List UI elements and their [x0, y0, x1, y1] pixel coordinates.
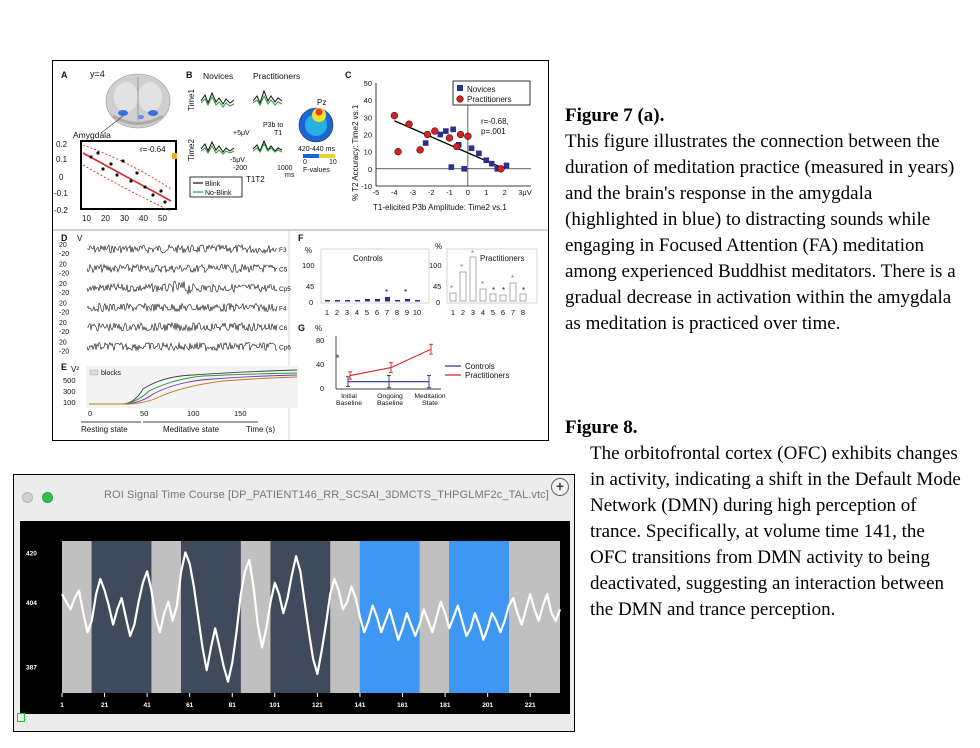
g-category-label: Initial: [341, 393, 357, 400]
roi-xtick: 121: [311, 702, 323, 709]
practitioner-point: [391, 112, 398, 119]
c-xlabel: T1-elicited P3b Amplitude: Time2 vs.1: [373, 203, 507, 212]
amygdala-label: Amygdala: [73, 130, 111, 140]
roi-xtick: 81: [228, 702, 236, 709]
practitioner-point: [417, 147, 424, 154]
roi-xtick: 221: [524, 702, 536, 709]
e-unit: V²: [71, 365, 79, 374]
b-scale-ten: 10: [329, 159, 337, 166]
f-controls-xtick: 3: [344, 308, 350, 317]
c-r-label: r=-0.68,: [481, 117, 509, 126]
d-channel-label: Cp6: [279, 344, 291, 352]
f-practitioners-star: *: [511, 274, 515, 283]
c-xtick: -1: [446, 188, 453, 197]
c-ytick: 10: [363, 147, 372, 157]
c-legend-practitioners: Practitioners: [467, 95, 512, 104]
g-ytick: 40: [316, 360, 325, 369]
roi-xtick: 101: [269, 702, 281, 709]
f-ytick-left: 45: [306, 282, 315, 291]
amygdala-point: [121, 159, 124, 162]
c-ytick: 0: [367, 164, 372, 174]
panel-label-a: A: [61, 70, 68, 80]
b-group-novices: Novices: [203, 71, 234, 81]
window-zoom-button[interactable]: [42, 492, 53, 503]
novice-point: [443, 128, 449, 134]
panel-b: [186, 70, 337, 197]
f-controls-star: *: [404, 288, 408, 297]
e-meditative-label: Meditative state: [163, 425, 220, 434]
d-tick: -20: [59, 309, 70, 317]
f-practitioners-xtick: 2: [460, 308, 466, 317]
d-channel-label: C5: [279, 266, 288, 274]
b-group-practitioners: Practitioners: [253, 71, 301, 81]
g-category-label: Baseline: [376, 400, 404, 407]
c-xtick: 2: [502, 188, 507, 197]
f-controls-xtick: 2: [334, 308, 340, 317]
b-electrode-label: Pz: [317, 98, 327, 107]
f-ytick-right: 0: [436, 298, 441, 307]
a-ytick: 0.1: [56, 155, 68, 164]
condition-block: [420, 541, 450, 693]
b-neg-scale: -5μV: [230, 157, 245, 164]
b-scale-zero: 0: [303, 159, 307, 166]
g-category-label: State: [422, 400, 438, 407]
fvalue-colorbar-high: [319, 154, 335, 158]
novice-point: [438, 132, 444, 138]
c-ytick: 40: [363, 96, 372, 106]
panel-label-e: E: [61, 362, 68, 372]
b-p3b-label: P3b to: [263, 122, 284, 129]
e-time-label: Time (s): [246, 425, 276, 434]
figure-8-caption-title: Figure 8.: [565, 417, 638, 438]
f-controls-xtick: 8: [394, 308, 400, 317]
roi-xtick: 161: [397, 702, 408, 709]
panel-f: [298, 233, 537, 317]
b-time-start: -200: [233, 165, 248, 172]
roi-xtick: 141: [354, 702, 366, 709]
f-practitioners-star: *: [502, 286, 506, 295]
f-controls-star: *: [385, 288, 389, 297]
roi-xtick: 61: [186, 702, 194, 709]
practitioner-point: [457, 131, 464, 138]
g-category-label: Baseline: [335, 400, 363, 407]
f-practitioners-xtick: 8: [520, 308, 526, 317]
b-legend-noblink: No-Blink: [205, 190, 232, 197]
f-controls-xtick: 10: [412, 308, 422, 317]
c-ytick: 50: [363, 79, 372, 88]
roi-ytick: 387: [26, 664, 37, 672]
e-legend-blocks: blocks: [101, 370, 121, 377]
c-xtick: -3: [409, 188, 417, 197]
panel-a: [54, 69, 177, 223]
f-controls-xtick: 9: [404, 308, 410, 317]
b-time-unit: ms: [285, 172, 295, 179]
f-controls-xtick: 6: [374, 308, 380, 317]
practitioner-point: [498, 165, 505, 172]
panel-label-c: C: [345, 70, 352, 80]
c-xunit: 3μV: [518, 188, 532, 197]
panel-e: [61, 362, 298, 434]
c-ytick: 20: [363, 130, 372, 140]
g-star: *: [336, 353, 340, 363]
d-unit: V: [77, 234, 83, 243]
eeg-trace: [87, 264, 277, 272]
a-xtick: 10: [82, 214, 91, 223]
figure-7-caption-body: This figure illustrates the connection between the duration of meditation practice (measured in years) and the brain's response in the amygdala (highlighted in blue) to distracting sounds while engaging in Focused Attention (FA) meditation among experienced Buddhist meditators. There is a gradual decrease in activation within the amygdala as meditation is practiced over time.: [565, 131, 956, 334]
a-xtick: 50: [158, 214, 167, 223]
g-legend-practitioners: Practitioners: [465, 371, 510, 380]
f-practitioners-xtick: 4: [480, 308, 486, 317]
g-ytick: 80: [316, 336, 325, 345]
f-controls-title: Controls: [353, 254, 383, 263]
amygdala-point: [151, 193, 154, 196]
practitioner-point: [464, 133, 471, 140]
d-tick: 20: [59, 300, 67, 308]
b-pos-scale: +5μV: [233, 130, 250, 137]
panel-c: [345, 70, 532, 212]
c-xtick: 0: [465, 188, 470, 197]
d-channel-label: F4: [279, 305, 287, 313]
f-practitioners-xticks: [451, 308, 525, 317]
c-legend-novices: Novices: [467, 85, 496, 94]
f-practitioners-star: *: [460, 263, 464, 272]
panel-label-d: D: [61, 233, 68, 243]
amygdala-point: [115, 173, 118, 176]
d-tick: -20: [59, 348, 70, 356]
d-tick: 20: [59, 261, 67, 269]
amygdala-point: [101, 167, 104, 170]
g-category-label: Meditation: [414, 393, 446, 400]
eeg-trace: [87, 323, 277, 331]
d-tick: 20: [59, 339, 67, 347]
amygdala-point: [89, 155, 92, 158]
d-tick: 20: [59, 242, 67, 249]
f-practitioners-xtick: 5: [490, 308, 496, 317]
condition-block: [92, 541, 152, 693]
e-resting-label: Resting state: [81, 425, 128, 434]
f-ytick-right: 100: [429, 261, 442, 270]
brain-slice-image: [101, 74, 170, 133]
a-xtick: 20: [101, 214, 110, 223]
g-category-labels: [336, 393, 446, 407]
d-channel-label: C6: [279, 325, 288, 332]
window-title: ROI Signal Time Course [DP_PATIENT146_RR_SCSAI_3DMCTS_THPGLMF2c_TAL.vtc]: [104, 489, 549, 501]
condition-block: [509, 541, 560, 693]
g-ytick: 0: [320, 384, 325, 393]
g-legend-controls: Controls: [465, 362, 495, 371]
eeg-traces: [59, 242, 291, 356]
b-window-label: 420-440 ms: [298, 146, 335, 153]
figure-7-caption: [565, 103, 965, 337]
practitioner-point: [406, 121, 413, 128]
eeg-trace: [87, 245, 277, 253]
amygdala-point: [159, 189, 162, 192]
slice-label: y=4: [90, 69, 105, 79]
roi-signal-plot: [20, 521, 570, 714]
e-xtick: 50: [140, 409, 149, 418]
amygdala-point: [143, 185, 146, 188]
f-practitioners-xtick: 7: [510, 308, 516, 317]
eeg-trace: [87, 281, 277, 294]
practitioner-point: [424, 131, 431, 138]
amygdala-point: [129, 179, 132, 182]
figure-8-caption-body: The orbitofrontal cortex (OFC) exhibits changes in activity, indicating a shift in the Default Mode Network (DMN) during high perception of trance. Specifically, at volume time 141, the OFC transitions from DMN activity to being deactivated, suggesting an interaction between the DMN and trance perception.: [590, 443, 961, 620]
c-ytick: 30: [363, 113, 372, 123]
eeg-trace: [87, 303, 277, 311]
orange-marker: [172, 153, 177, 159]
a-ytick: 0: [59, 173, 64, 182]
b-fvalues: F-values: [303, 167, 330, 174]
e-xtick: 100: [187, 409, 200, 418]
amygdala-point: [135, 171, 138, 174]
condition-block: [62, 541, 92, 693]
novice-point: [423, 140, 429, 146]
novice-point: [461, 166, 467, 172]
amygdala-point: [163, 200, 166, 203]
d-tick: -20: [59, 290, 70, 297]
a-xtick: 30: [120, 214, 129, 223]
f-practitioners-star: *: [492, 286, 496, 295]
c-xtick: -2: [427, 188, 435, 197]
e-xtick: 150: [234, 409, 247, 418]
window-titlebar[interactable]: [14, 475, 574, 515]
f-practitioners-xtick: 3: [470, 308, 476, 317]
f-practitioners-title: Practitioners: [480, 254, 525, 263]
e-xtick: 0: [88, 409, 93, 418]
f-ytick-left: 100: [302, 261, 315, 270]
f-controls-xtick: 5: [364, 308, 370, 317]
c-xtick: -5: [372, 188, 380, 197]
novice-point: [476, 151, 482, 157]
roi-ytick: 420: [26, 550, 37, 558]
g-percent: %: [315, 324, 323, 333]
b-legend-blink: Blink: [205, 181, 221, 188]
practitioner-point: [446, 135, 453, 142]
a-ytick: -0.1: [54, 189, 68, 198]
e-ytick: 100: [63, 398, 76, 407]
f-controls-xtick: 1: [324, 308, 330, 317]
f-controls-xtick: 7: [384, 308, 390, 317]
f-practitioners-star: *: [522, 286, 526, 295]
f-practitioners-star: *: [450, 284, 454, 293]
resize-handle[interactable]: [17, 713, 25, 722]
d-channel-label: F3: [279, 247, 287, 254]
e-legend-swatch: [90, 370, 98, 375]
d-channel-label: Cp5: [279, 286, 291, 293]
b-row-time1: Time1: [187, 89, 196, 111]
f-percent-left: %: [305, 246, 313, 255]
practitioner-point: [395, 148, 402, 155]
d-tick: -20: [59, 270, 70, 278]
condition-block: [449, 541, 509, 693]
figure-7-caption-title: Figure 7 (a).: [565, 105, 665, 126]
c-xtick: 1: [484, 188, 489, 197]
c-xtick: -4: [391, 188, 398, 197]
a-ytick: 0.2: [56, 140, 68, 149]
e-ytick: 300: [63, 387, 76, 396]
f-practitioners-star: *: [481, 280, 485, 289]
f-ytick-left: 0: [309, 298, 314, 307]
roi-xtick: 21: [100, 702, 109, 709]
add-icon[interactable]: +: [551, 478, 569, 496]
f-controls-xtick: 4: [354, 308, 360, 317]
roi-xtick: 41: [143, 702, 151, 709]
figure-8-caption: [565, 415, 965, 623]
f-controls-xticks: [325, 308, 421, 317]
g-category-label: Ongoing: [377, 393, 403, 400]
figure-7-panel: [52, 60, 549, 441]
panel-label-b: B: [186, 70, 193, 80]
b-row-time2: Time2: [187, 139, 196, 161]
c-legend-practitioners-swatch: [457, 96, 464, 103]
d-tick: 20: [59, 320, 67, 327]
amygdala-point: [96, 151, 99, 154]
f-practitioners-xtick: 1: [450, 308, 456, 317]
panel-d: [59, 233, 291, 356]
f-practitioners-xtick: 6: [500, 308, 506, 317]
panel-label-f: F: [298, 233, 304, 243]
roi-ytick: 404: [26, 599, 37, 607]
amygdala-r-label: r=-0.64: [140, 145, 166, 154]
d-tick: -20: [59, 329, 70, 336]
eeg-trace: [87, 342, 277, 350]
d-tick: -20: [59, 251, 70, 258]
e-ytick: 500: [63, 376, 76, 385]
pz-topomap-image: [299, 98, 333, 142]
novice-point: [504, 163, 510, 169]
b-t1t2: T1T2: [246, 175, 265, 184]
amygdala-point: [109, 162, 112, 165]
b-t1-label: T1: [274, 130, 283, 137]
a-ytick: -0.2: [54, 206, 68, 215]
panel-g: [298, 323, 509, 407]
roi-signal-window: [13, 474, 575, 732]
novice-point: [469, 145, 475, 151]
novice-point: [489, 161, 495, 167]
b-time-end: 1000: [277, 165, 293, 172]
window-close-button[interactable]: [22, 492, 33, 503]
condition-block: [271, 541, 331, 693]
condition-block: [330, 541, 360, 693]
d-tick: 20: [59, 281, 67, 288]
f-ytick-right: 45: [433, 282, 442, 291]
c-ytick: -10: [361, 182, 372, 191]
c-p-label: p=.001: [481, 127, 506, 136]
panel-g-line-chart: [336, 336, 441, 389]
novice-point: [449, 164, 455, 170]
f-practitioners-star: *: [471, 249, 475, 258]
practitioner-point: [431, 128, 438, 135]
c-legend-novices-swatch: [457, 85, 463, 91]
roi-xtick: 181: [439, 702, 451, 709]
c-ylabel: % T2 Accuracy: Time2 vs.1: [351, 104, 360, 201]
f-percent-right: %: [435, 242, 443, 251]
a-xtick: 40: [139, 214, 148, 223]
roi-xtick: 201: [482, 702, 494, 709]
panel-label-g: G: [298, 323, 306, 333]
novice-point: [450, 127, 456, 133]
practitioner-point: [453, 143, 460, 150]
condition-block: [241, 541, 271, 693]
roi-xtick: 1: [60, 702, 64, 709]
novice-point: [483, 157, 489, 163]
